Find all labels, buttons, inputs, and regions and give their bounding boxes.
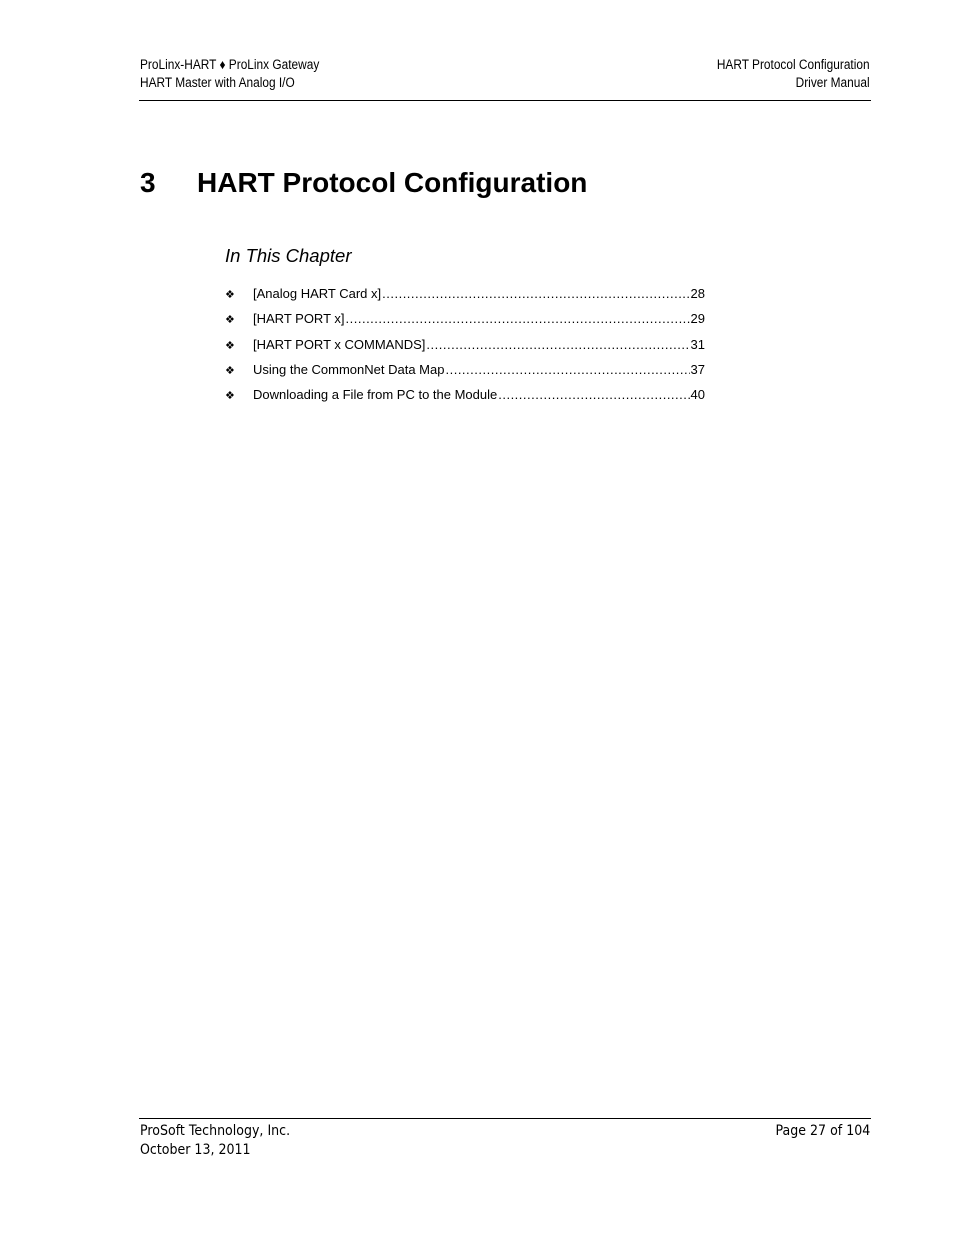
diamond-bullet-icon: ❖ (225, 338, 235, 352)
toc-entry[interactable] (225, 310, 705, 335)
toc-dot-leader (445, 361, 689, 379)
footer-company: ProSoft Technology, Inc. (140, 1123, 291, 1139)
running-header-left (140, 56, 319, 92)
toc-entry-page[interactable]: 31 (690, 336, 705, 352)
diamond-bullet-icon: ❖ (225, 288, 235, 301)
footer-date: October 13, 2011 (140, 1142, 251, 1158)
toc-entry-title[interactable]: Using the CommonNet Data Map (253, 361, 445, 377)
header-product-subtitle: HART Master with Analog I/O (140, 75, 295, 90)
header-product-line: ProLinx-HART ♦ ProLinx Gateway (140, 57, 320, 72)
toc-entry-page[interactable]: 37 (690, 361, 705, 377)
toc-dot-leader (346, 310, 690, 328)
toc-entry-page[interactable]: 29 (690, 311, 705, 327)
in-this-chapter-heading: In This Chapter (225, 245, 352, 266)
toc-entry-page[interactable]: 28 (690, 286, 705, 301)
toc-entry-title[interactable]: Downloading a File from PC to the Module (253, 387, 498, 403)
toc-entry[interactable] (225, 285, 705, 310)
header-section-title: HART Protocol Configuration (717, 57, 870, 72)
toc-dot-leader (382, 285, 689, 303)
chapter-title-text: HART Protocol Configuration (197, 167, 588, 198)
running-footer-left (140, 1122, 290, 1160)
chapter-number: 3 (140, 167, 156, 198)
header-manual-type: Driver Manual (796, 75, 870, 90)
toc-entry-page[interactable]: 40 (690, 387, 705, 403)
toc-dot-leader (426, 336, 689, 354)
toc-dot-leader (498, 386, 689, 404)
toc-entry[interactable] (225, 336, 705, 361)
diamond-bullet-icon: ❖ (225, 363, 235, 377)
diamond-bullet-icon: ❖ (225, 389, 235, 403)
chapter-title (140, 165, 587, 201)
toc-entry[interactable] (225, 361, 705, 386)
toc-entry-title[interactable]: [Analog HART Card x] (253, 286, 382, 301)
running-footer-right (775, 1122, 870, 1141)
running-header-right (717, 56, 870, 92)
toc-entry-title[interactable]: [HART PORT x COMMANDS] (253, 336, 426, 352)
toc-entry[interactable] (225, 386, 705, 411)
chapter-toc (225, 285, 705, 411)
footer-divider (139, 1118, 871, 1119)
header-divider (139, 100, 871, 101)
footer-page-number: Page 27 of 104 (775, 1123, 870, 1139)
diamond-bullet-icon: ❖ (225, 313, 235, 327)
toc-entry-title[interactable]: [HART PORT x] (253, 311, 345, 327)
